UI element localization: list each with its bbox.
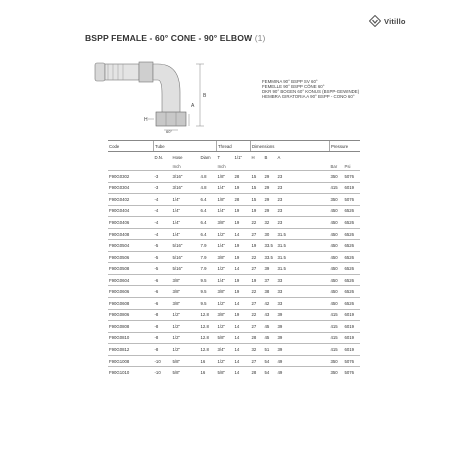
cell-psi: 6526 — [344, 286, 361, 298]
cell-hose: 1/4" — [172, 205, 200, 217]
cell-dn: -4 — [154, 228, 172, 240]
cell-psi: 5076 — [344, 367, 361, 378]
cell-hose: 1/2" — [172, 309, 200, 321]
cell-diam: 9.5 — [200, 298, 217, 310]
cell-a: 33 — [277, 286, 330, 298]
table-row — [108, 321, 360, 333]
cell-code: F90G0406 — [108, 217, 154, 229]
cell-bar: 415 — [330, 182, 344, 194]
cell-thread: 1/4" — [217, 205, 234, 217]
cell-dn: -8 — [154, 344, 172, 356]
cell-tpi: 19 — [234, 274, 251, 286]
cell-code: F90G0506 — [108, 251, 154, 263]
cell-bar: 350 — [330, 171, 344, 183]
unit-psi: Psi — [344, 163, 351, 169]
cell-h: 19 — [251, 274, 264, 286]
hose-tail — [95, 62, 153, 82]
cell-thread: 1/2" — [217, 263, 234, 275]
cell-h: 22 — [251, 251, 264, 263]
cell-h: 15 — [251, 182, 264, 194]
cell-a: 39 — [277, 344, 330, 356]
cell-bar: 450 — [330, 240, 344, 252]
specification-table — [108, 140, 360, 378]
cell-psi: 6526 — [344, 205, 361, 217]
elbow-bend — [153, 64, 180, 114]
table-row — [108, 298, 360, 310]
table-row — [108, 274, 360, 286]
subheader-tpi: 1/1" — [234, 154, 242, 160]
cell-dn: -6 — [154, 274, 172, 286]
cell-tpi: 14 — [234, 228, 251, 240]
cell-h: 27 — [251, 298, 264, 310]
cell-a: 49 — [277, 355, 330, 367]
cell-diam: 6.4 — [200, 217, 217, 229]
cell-thread: 3/4" — [217, 344, 234, 356]
cell-a: 31.5 — [277, 251, 330, 263]
cell-tpi: 19 — [234, 286, 251, 298]
subheader-hose: Hose — [172, 154, 183, 160]
cell-thread: 1/2" — [217, 355, 234, 367]
cell-h: 22 — [251, 309, 264, 321]
cell-b: 43 — [264, 309, 277, 321]
cell-a: 23 — [277, 205, 330, 217]
cell-dn: -10 — [154, 367, 172, 378]
cell-code: F90G0404 — [108, 205, 154, 217]
cell-thread: 3/8" — [217, 309, 234, 321]
cell-a: 31.5 — [277, 263, 330, 275]
cell-thread: 1/2" — [217, 321, 234, 333]
cell-tpi: 19 — [234, 205, 251, 217]
cell-tpi: 19 — [234, 217, 251, 229]
cell-hose: 5/8" — [172, 367, 200, 378]
cell-psi: 6019 — [344, 321, 361, 333]
cell-psi: 6526 — [344, 298, 361, 310]
table-row — [108, 286, 360, 298]
cell-code: F90G1008 — [108, 355, 154, 367]
cell-tpi: 19 — [234, 182, 251, 194]
header-pressure: Pressure — [330, 141, 361, 152]
cell-diam: 4.8 — [200, 171, 217, 183]
cell-a: 23 — [277, 182, 330, 194]
cell-h: 19 — [251, 240, 264, 252]
cell-tpi: 14 — [234, 298, 251, 310]
cell-h: 28 — [251, 332, 264, 344]
table-sub-header — [108, 152, 360, 163]
cell-dn: -3 — [154, 171, 172, 183]
table-row — [108, 194, 360, 206]
cell-tpi: 14 — [234, 263, 251, 275]
cell-psi: 6526 — [344, 251, 361, 263]
brand-name: Vitillo — [384, 16, 406, 26]
cell-a: 33 — [277, 298, 330, 310]
cell-psi: 6019 — [344, 182, 361, 194]
fitting-drawing — [88, 52, 238, 134]
cell-thread: 5/8" — [217, 332, 234, 344]
cell-diam: 7.9 — [200, 263, 217, 275]
subheader-h: H — [251, 154, 255, 160]
cell-a: 23 — [277, 171, 330, 183]
cell-thread: 1/8" — [217, 171, 234, 183]
table-row — [108, 240, 360, 252]
multilingual-description — [262, 79, 359, 99]
cell-psi: 6019 — [344, 332, 361, 344]
unit-bar: Bar — [330, 163, 338, 169]
cell-h: 15 — [251, 194, 264, 206]
table-row — [108, 355, 360, 367]
cell-dn: -5 — [154, 240, 172, 252]
cell-psi: 5076 — [344, 171, 361, 183]
cell-hose: 5/16" — [172, 240, 200, 252]
cell-diam: 16 — [200, 355, 217, 367]
cell-hose: 3/16" — [172, 171, 200, 183]
cell-h: 27 — [251, 321, 264, 333]
page-title — [85, 33, 266, 43]
cell-bar: 450 — [330, 263, 344, 275]
cell-tpi: 19 — [234, 240, 251, 252]
cell-code: F90G0508 — [108, 263, 154, 275]
cell-psi: 6019 — [344, 309, 361, 321]
cell-diam: 7.9 — [200, 240, 217, 252]
cell-a: 23 — [277, 217, 330, 229]
cell-a: 39 — [277, 309, 330, 321]
cell-bar: 350 — [330, 355, 344, 367]
cell-bar: 450 — [330, 298, 344, 310]
cell-a: 39 — [277, 321, 330, 333]
subheader-t: T — [217, 154, 221, 160]
subheader-a: A — [277, 154, 281, 160]
cell-a: 31.5 — [277, 240, 330, 252]
cell-thread: 5/8" — [217, 367, 234, 378]
cell-diam: 6.4 — [200, 228, 217, 240]
cell-b: 30 — [264, 228, 277, 240]
cell-code: F90G0604 — [108, 274, 154, 286]
cell-bar: 450 — [330, 205, 344, 217]
cell-bar: 350 — [330, 194, 344, 206]
cell-dn: -4 — [154, 217, 172, 229]
cell-thread: 1/2" — [217, 298, 234, 310]
description-line: DKR 90° BOGEN 60° KONUS (BSPP-GEWINDE) — [262, 89, 360, 95]
subheader-b: B — [264, 154, 268, 160]
cell-diam: 16 — [200, 367, 217, 378]
cell-code: F90G0504 — [108, 240, 154, 252]
cell-tpi: 28 — [234, 194, 251, 206]
cell-dn: -6 — [154, 286, 172, 298]
cell-psi: 6526 — [344, 217, 361, 229]
title-main: BSPP FEMALE - 60° CONE - 90° ELBOW — [85, 33, 253, 43]
cell-psi: 6526 — [344, 240, 361, 252]
cell-diam: 12.8 — [200, 332, 217, 344]
table-row — [108, 205, 360, 217]
title-part: (1) — [254, 33, 266, 43]
cell-bar: 450 — [330, 274, 344, 286]
cell-a: 39 — [277, 332, 330, 344]
cell-b: 33.5 — [264, 251, 277, 263]
dim-b-label: B — [203, 93, 207, 99]
cell-b: 51 — [264, 344, 277, 356]
brand-logo — [369, 15, 406, 27]
cell-code: F90G0810 — [108, 332, 154, 344]
cell-b: 33.5 — [264, 240, 277, 252]
cell-thread: 3/8" — [217, 217, 234, 229]
table-row — [108, 228, 360, 240]
cell-hose: 1/4" — [172, 194, 200, 206]
header-code: Code — [108, 141, 154, 152]
header-dimensions: Dimensions — [251, 141, 330, 152]
table-group-header — [108, 141, 360, 152]
cell-diam: 7.9 — [200, 251, 217, 263]
cell-code: F90G0304 — [108, 182, 154, 194]
cell-tpi: 28 — [234, 171, 251, 183]
unit-thread: Inch — [217, 163, 226, 169]
cell-code: F90G0302 — [108, 171, 154, 183]
cell-dn: -6 — [154, 298, 172, 310]
cell-thread: 1/4" — [217, 182, 234, 194]
cell-thread: 1/2" — [217, 228, 234, 240]
cell-dn: -8 — [154, 332, 172, 344]
cell-thread: 1/4" — [217, 274, 234, 286]
dim-h-label: H — [144, 117, 148, 123]
cell-b: 45 — [264, 332, 277, 344]
cell-a: 49 — [277, 367, 330, 378]
cell-diam: 9.5 — [200, 286, 217, 298]
cell-tpi: 14 — [234, 344, 251, 356]
cell-psi: 6526 — [344, 263, 361, 275]
cell-h: 22 — [251, 217, 264, 229]
cell-bar: 415 — [330, 321, 344, 333]
cell-code: F90G0808 — [108, 321, 154, 333]
cell-diam: 12.8 — [200, 321, 217, 333]
cell-tpi: 14 — [234, 355, 251, 367]
cell-bar: 450 — [330, 217, 344, 229]
cell-psi: 5076 — [344, 194, 361, 206]
vitillo-logo-icon — [369, 15, 381, 27]
cell-dn: -8 — [154, 321, 172, 333]
cell-tpi: 19 — [234, 309, 251, 321]
cell-diam: 6.4 — [200, 194, 217, 206]
cell-bar: 415 — [330, 309, 344, 321]
table-row — [108, 217, 360, 229]
cell-hose: 1/2" — [172, 344, 200, 356]
cell-dn: -5 — [154, 263, 172, 275]
description-line: FEMELLE 90° BSPP CÔNE 60° — [262, 84, 325, 90]
cell-code: F90G0812 — [108, 344, 154, 356]
cell-hose: 3/8" — [172, 286, 200, 298]
cell-diam: 6.4 — [200, 205, 217, 217]
table-row — [108, 263, 360, 275]
cell-thread: 1/8" — [217, 194, 234, 206]
cell-bar: 350 — [330, 367, 344, 378]
cell-psi: 6526 — [344, 274, 361, 286]
cell-bar: 415 — [330, 332, 344, 344]
table-unit-header — [108, 162, 360, 171]
table-row — [108, 367, 360, 378]
cell-a: 31.5 — [277, 228, 330, 240]
cell-b: 42 — [264, 298, 277, 310]
cell-h: 32 — [251, 344, 264, 356]
cell-bar: 450 — [330, 251, 344, 263]
unit-hose: Inch — [172, 163, 181, 169]
table-row — [108, 344, 360, 356]
cell-psi: 6526 — [344, 228, 361, 240]
cell-b: 29 — [264, 171, 277, 183]
cell-h: 27 — [251, 355, 264, 367]
cell-b: 29 — [264, 182, 277, 194]
cell-hose: 5/16" — [172, 263, 200, 275]
header-tube: Tube — [154, 141, 217, 152]
cell-b: 54 — [264, 355, 277, 367]
cell-diam: 12.8 — [200, 309, 217, 321]
header-thread: Thread — [217, 141, 251, 152]
table-row — [108, 251, 360, 263]
cell-tpi: 14 — [234, 332, 251, 344]
cell-code: F90G0608 — [108, 298, 154, 310]
cell-dn: -10 — [154, 355, 172, 367]
cell-h: 27 — [251, 228, 264, 240]
cell-hose: 3/16" — [172, 182, 200, 194]
cell-b: 45 — [264, 321, 277, 333]
table-row — [108, 171, 360, 183]
cell-bar: 450 — [330, 286, 344, 298]
cell-h: 27 — [251, 263, 264, 275]
cell-h: 19 — [251, 205, 264, 217]
cell-hose: 5/8" — [172, 355, 200, 367]
cell-psi: 6019 — [344, 344, 361, 356]
description-line: FEMMINA 90° BSPP SV 60° — [262, 79, 318, 84]
cell-tpi: 14 — [234, 321, 251, 333]
cell-diam: 9.5 — [200, 274, 217, 286]
cell-bar: 450 — [330, 228, 344, 240]
cell-dn: -3 — [154, 182, 172, 194]
cell-b: 29 — [264, 194, 277, 206]
cell-b: 32 — [264, 217, 277, 229]
cell-diam: 12.8 — [200, 344, 217, 356]
cell-hose: 1/4" — [172, 217, 200, 229]
cell-dn: -8 — [154, 309, 172, 321]
cell-bar: 415 — [330, 344, 344, 356]
cell-hose: 5/16" — [172, 251, 200, 263]
dim-a-label: A — [191, 103, 195, 109]
cell-code: F90G0806 — [108, 309, 154, 321]
cell-hose: 1/2" — [172, 321, 200, 333]
cell-diam: 4.8 — [200, 182, 217, 194]
cell-b: 37 — [264, 274, 277, 286]
cell-code: F90G1010 — [108, 367, 154, 378]
cell-a: 33 — [277, 274, 330, 286]
cell-tpi: 14 — [234, 367, 251, 378]
cell-thread: 3/8" — [217, 251, 234, 263]
table-row — [108, 182, 360, 194]
cell-code: F90G0408 — [108, 228, 154, 240]
cell-hose: 3/8" — [172, 274, 200, 286]
cell-b: 29 — [264, 205, 277, 217]
table-row — [108, 332, 360, 344]
cell-psi: 5076 — [344, 355, 361, 367]
swivel-nut — [156, 112, 186, 126]
cell-dn: -4 — [154, 205, 172, 217]
cell-b: 38 — [264, 286, 277, 298]
cell-hose: 3/8" — [172, 298, 200, 310]
cone-angle-label: 60° — [166, 129, 173, 134]
subheader-diam: Diam — [200, 154, 211, 160]
cell-tpi: 19 — [234, 251, 251, 263]
cell-dn: -4 — [154, 194, 172, 206]
cell-a: 23 — [277, 194, 330, 206]
subheader-dn: D.N. — [154, 154, 164, 160]
table-row — [108, 309, 360, 321]
cell-h: 28 — [251, 367, 264, 378]
cell-dn: -5 — [154, 251, 172, 263]
cell-thread: 3/8" — [217, 286, 234, 298]
cell-hose: 1/4" — [172, 228, 200, 240]
cell-code: F90G0402 — [108, 194, 154, 206]
cell-hose: 1/2" — [172, 332, 200, 344]
cell-code: F90G0606 — [108, 286, 154, 298]
description-line: HEMBRA GIRATORIA A 90° BSPP - CONO 60° — [262, 94, 355, 100]
cell-h: 22 — [251, 286, 264, 298]
cell-thread: 1/4" — [217, 240, 234, 252]
cell-b: 54 — [264, 367, 277, 378]
cell-b: 39 — [264, 263, 277, 275]
cell-h: 15 — [251, 171, 264, 183]
